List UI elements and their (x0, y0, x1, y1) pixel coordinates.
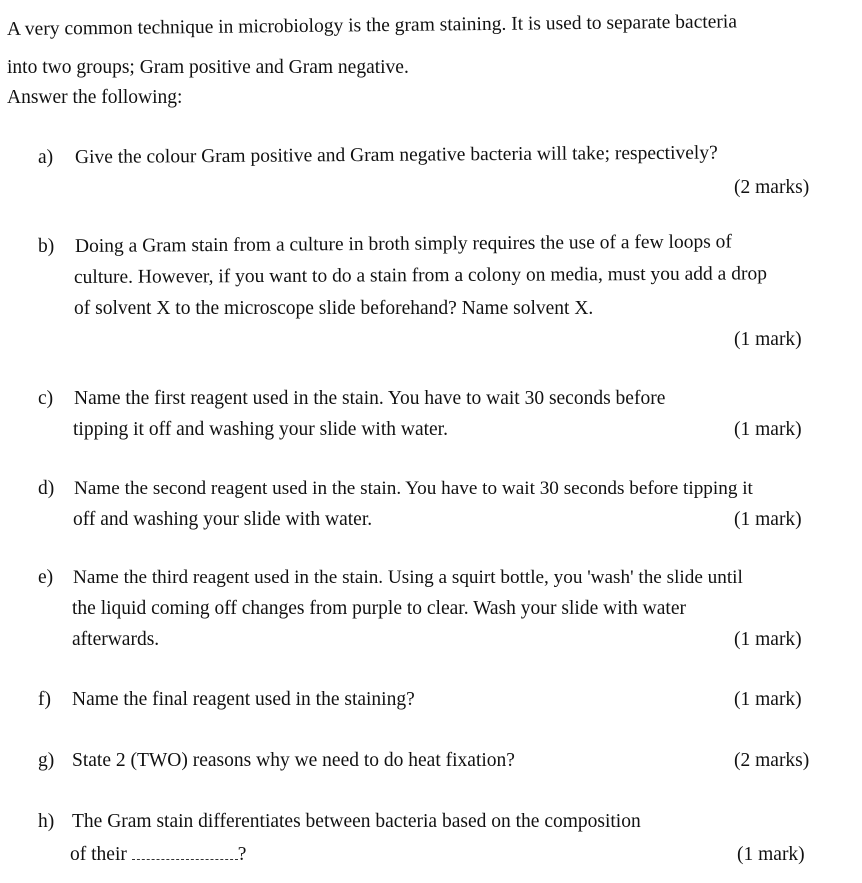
question-e-label: e) (38, 567, 54, 588)
question-b-text-2: culture. However, if you want to do a stain from a colony on media, must you add a drop (73, 263, 767, 288)
answer-blank (132, 841, 238, 860)
question-f-label: f) (38, 689, 51, 710)
question-b-text-3: of solvent X to the microscope slide beforehand? Name solvent X. (74, 298, 594, 319)
question-a-marks: (2 marks) (734, 177, 810, 198)
question-g-label: g) (38, 750, 55, 771)
question-h-label: h) (38, 811, 55, 832)
question-c-text-1: Name the first reagent used in the stain. You have to wait 30 seconds before (74, 388, 666, 409)
intro-line-2: into two groups; Gram positive and Gram negative. (7, 57, 409, 78)
question-d-label: d) (38, 478, 55, 499)
question-e-text-2: the liquid coming off changes from purple to clear. Wash your slide with water (72, 598, 686, 619)
question-d-marks: (1 mark) (734, 509, 802, 530)
question-h-blank-suffix: ? (237, 844, 247, 865)
question-b-text-1: Doing a Gram stain from a culture in broth simply requires the use of a few loops of (74, 231, 732, 257)
question-a-text: Give the colour Gram positive and Gram negative bacteria will take; respectively? (74, 142, 718, 168)
question-e-text-1: Name the third reagent used in the stain. Using a squirt bottle, you 'wash' the slide until (73, 567, 743, 588)
question-d-text-2: off and washing your slide with water. (73, 509, 373, 530)
question-c-label: c) (38, 388, 54, 409)
question-e-marks: (1 mark) (734, 629, 802, 650)
question-f-text: Name the final reagent used in the staining? (72, 689, 415, 710)
question-b-label: b) (38, 236, 55, 257)
question-h-text-2-row (70, 841, 246, 867)
question-b-marks: (1 mark) (734, 329, 802, 350)
question-g-text: State 2 (TWO) reasons why we need to do heat fixation? (72, 750, 515, 771)
intro-line-3: Answer the following: (7, 87, 183, 108)
question-c-marks: (1 mark) (734, 419, 802, 440)
question-a-label: a) (38, 147, 54, 168)
question-e-text-3: afterwards. (72, 629, 160, 650)
question-c-text-2: tipping it off and washing your slide with water. (73, 419, 448, 440)
question-d-text-1: Name the second reagent used in the stain. You have to wait 30 seconds before tipping it (74, 478, 753, 499)
question-h-marks: (1 mark) (737, 844, 805, 865)
question-h-text-2: of their (70, 844, 127, 865)
intro-line-1: A very common technique in microbiology is the gram staining. It is used to separate bacteria (6, 11, 738, 40)
question-h-text-1: The Gram stain differentiates between bacteria based on the composition (72, 811, 641, 832)
question-g-marks: (2 marks) (734, 750, 810, 771)
question-f-marks: (1 mark) (734, 689, 802, 710)
